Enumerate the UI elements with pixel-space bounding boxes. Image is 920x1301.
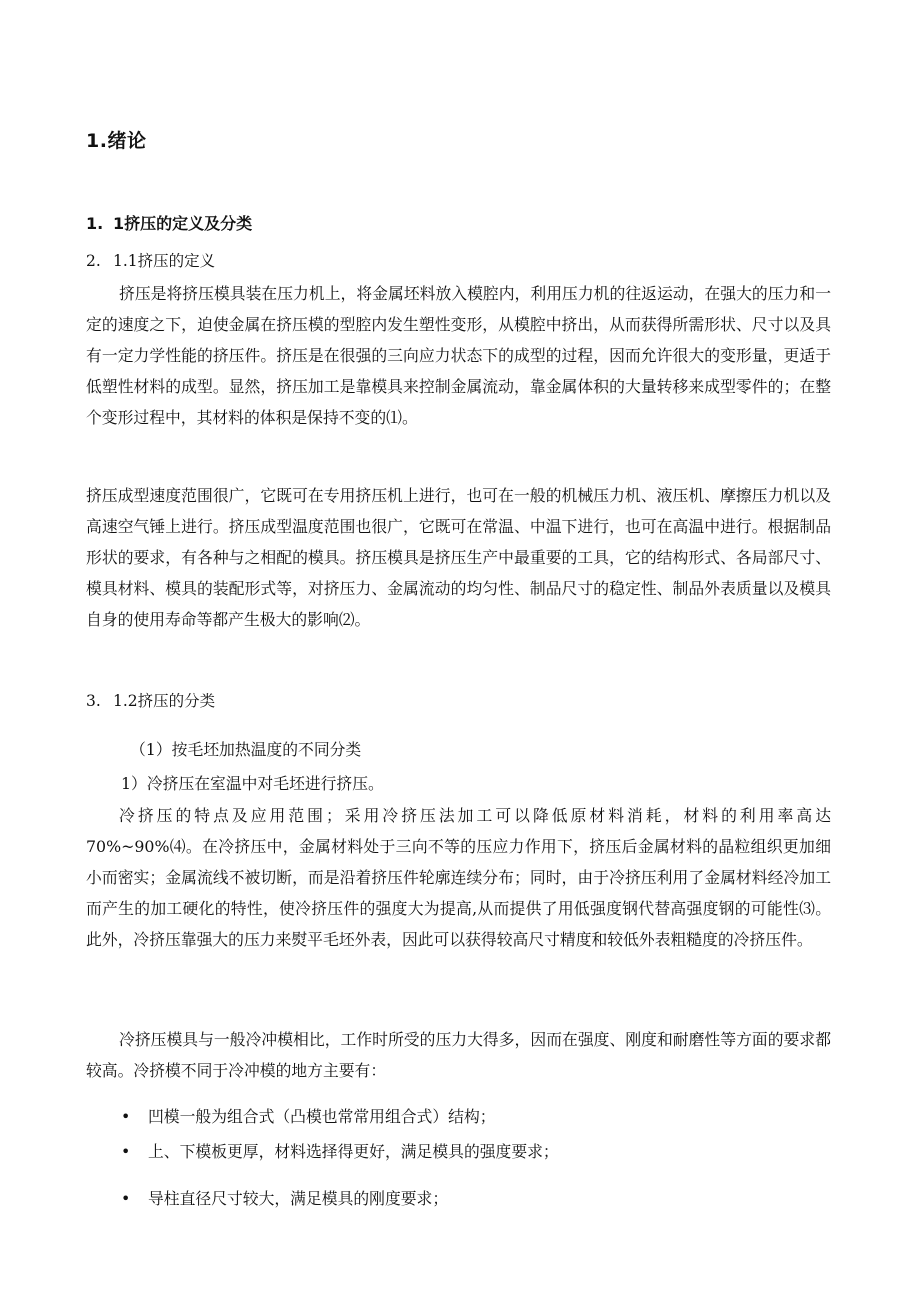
list-item (121, 1186, 448, 1209)
bullet-icon: • (121, 1142, 131, 1161)
list-item-text: 导柱直径尺寸较大，满足模具的刚度要求； (148, 1189, 449, 1208)
section-title: 1挤压的定义及分类 (113, 214, 253, 233)
bullet-icon: • (121, 1189, 131, 1208)
subsection-number: 3. (86, 692, 101, 710)
subsection-title: 1.1挤压的定义 (113, 252, 216, 270)
paragraph-die-comparison: 冷挤压模具与一般冷冲模相比，工作时所受的压力大得多，因而在强度、刚度和耐磨性等方面的要求都较高。冷挤模不同于冷冲模的地方主要有： (86, 1030, 831, 1080)
section-number: 1. (86, 214, 104, 233)
bullet-icon: • (121, 1107, 131, 1126)
paragraph-definition-2: 挤压成型速度范围很广，它既可在专用挤压机上进行，也可在一般的机械压力机、液压机、摩擦压力机以及高速空气锤上进行。挤压成型温度范围也很广，它既可在常温、中温下进行，也可在高温中进行。根据制品形状的要求，有各种与之相配的模具。挤压模具是挤压生产中最重要的工具，它的结构形式、各局部尺寸、模具材料、模具的装配形式等，对挤压力、金属流动的均匀性、制品尺寸的稳定性、制品外表质量以及模具自身的使用寿命等都产生极大的影响⑵。 (86, 486, 831, 629)
subsection-heading-classification (86, 689, 215, 711)
section-heading (86, 211, 252, 234)
list-item-text: 上、下模板更厚，材料选择得更好，满足模具的强度要求； (148, 1142, 559, 1161)
subsection-title: 1.2挤压的分类 (113, 692, 216, 710)
classification-item: （1）按毛坯加热温度的不同分类 (130, 740, 362, 759)
chapter-title: 1.绪论 (86, 130, 147, 152)
paragraph-definition-1: 挤压是将挤压模具装在压力机上，将金属坯料放入模腔内，利用压力机的往返运动，在强大的压力和一定的速度之下，迫使金属在挤压模的型腔内发生塑性变形，从模腔中挤出，从而获得所需形状、尺寸以及具有一定力学性能的挤压件。挤压是在很强的三向应力状态下的成型的过程，因而允许很大的变形量，更适于低塑性材料的成型。显然，挤压加工是靠模具来控制金属流动，靠金属体积的大量转移来成型零件的；在整个变形过程中，其材料的体积是保持不变的⑴。 (86, 284, 831, 427)
subsection-number: 2. (86, 252, 101, 270)
list-item (121, 1139, 559, 1162)
list-item-text: 凹模一般为组合式（凸模也常常用组合式）结构； (148, 1107, 496, 1126)
paragraph-cold-extrusion: 冷挤压的特点及应用范围；采用冷挤压法加工可以降低原材料消耗，材料的利用率高达70%~90%⑷。在冷挤压中，金属材料处于三向不等的压应力作用下，挤压后金属材料的晶粒组织更加细小而密实；金属流线不被切断，而是沿着挤压件轮廓连续分布；同时，由于冷挤压利用了金属材料经冷加工而产生的加工硬化的特性，使冷挤压件的强度大为提高,从而提供了用低强度钢代替高强度钢的可能性⑶。此外，冷挤压靠强大的压力来熨平毛坯外表，因此可以获得较高尺寸精度和较低外表粗糙度的冷挤压件。 (86, 806, 831, 949)
subsection-heading-definition (86, 249, 215, 271)
list-item (121, 1104, 496, 1127)
cold-extrusion-item: 1）冷挤压在室温中对毛坯进行挤压。 (121, 774, 384, 793)
